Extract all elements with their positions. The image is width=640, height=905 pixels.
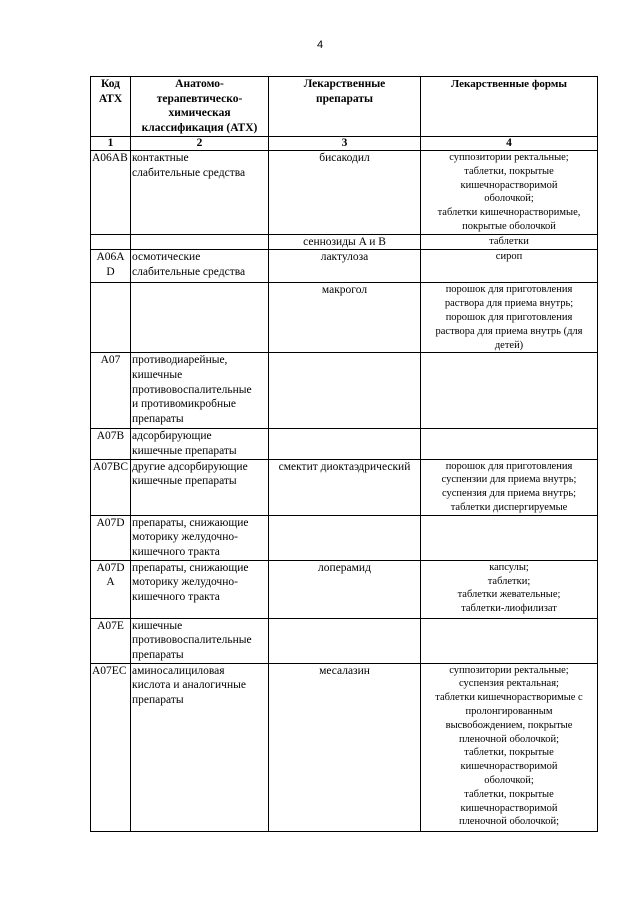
- dosage-forms: суппозитории ректальные; суспензия ректальная; таблетки кишечнорастворимые с пролонгированным высвобождением, покрытые пленочной оболочкой; таблетки, покрытые кишечнорастворимой оболочкой; таблетки, покрытые кишечнорастворимой пленочной оболочкой;: [421, 663, 598, 831]
- table-row: [91, 283, 598, 353]
- column-number: 4: [421, 137, 598, 151]
- atx-name: осмотические слабительные средства: [131, 250, 269, 283]
- table-header-row: [91, 77, 598, 137]
- atx-classification-table: [90, 76, 598, 832]
- atx-name: кишечные противовоспалительные препараты: [131, 618, 269, 663]
- atx-code: [91, 283, 131, 353]
- dosage-forms: [421, 353, 598, 429]
- page-number: 4: [316, 39, 324, 51]
- drug-name: месалазин: [269, 663, 421, 831]
- table-row: [91, 515, 598, 560]
- drug-name: бисакодил: [269, 151, 421, 235]
- dosage-forms: таблетки: [421, 234, 598, 250]
- dosage-forms: [421, 515, 598, 560]
- dosage-forms: суппозитории ректальные; таблетки, покрытые кишечнорастворимой оболочкой; таблетки кишечнорастворимые, покрытые оболочкой: [421, 151, 598, 235]
- atx-code: [91, 234, 131, 250]
- column-number: 3: [269, 137, 421, 151]
- atx-code: A07EC: [91, 663, 131, 831]
- atx-name: [131, 234, 269, 250]
- column-number: 2: [131, 137, 269, 151]
- atx-name: [131, 283, 269, 353]
- dosage-forms: порошок для приготовления суспензии для приема внутрь; суспензия для приема внутрь; таблетки диспергируемые: [421, 459, 598, 515]
- table-row: [91, 234, 598, 250]
- atx-name: адсорбирующие кишечные препараты: [131, 429, 269, 459]
- column-number: 1: [91, 137, 131, 151]
- table-row: [91, 560, 598, 618]
- table-row: [91, 459, 598, 515]
- table-row: [91, 429, 598, 459]
- drug-name: [269, 515, 421, 560]
- dosage-forms: сироп: [421, 250, 598, 283]
- dosage-forms: [421, 429, 598, 459]
- atx-code: A07B: [91, 429, 131, 459]
- header-dosage-forms: Лекарственные формы: [421, 77, 598, 137]
- header-atx-code: Код АТХ: [91, 77, 131, 137]
- atx-name: аминосалициловая кислота и аналогичные препараты: [131, 663, 269, 831]
- header-atx-classification: Анатомо- терапевтическо- химическая классификация (АТХ): [131, 77, 269, 137]
- atx-name: препараты, снижающие моторику желудочно- кишечного тракта: [131, 515, 269, 560]
- atx-name: контактные слабительные средства: [131, 151, 269, 235]
- drug-name: [269, 618, 421, 663]
- table-row: [91, 663, 598, 831]
- drug-name: макрогол: [269, 283, 421, 353]
- atx-name: противодиарейные, кишечные противовоспалительные и противомикробные препараты: [131, 353, 269, 429]
- drug-name: лактулоза: [269, 250, 421, 283]
- drug-name: [269, 353, 421, 429]
- atx-code: A07BC: [91, 459, 131, 515]
- atx-code: A06A D: [91, 250, 131, 283]
- drug-name: смектит диоктаэдрический: [269, 459, 421, 515]
- atx-code: A07: [91, 353, 131, 429]
- drug-name: сеннозиды A и B: [269, 234, 421, 250]
- atx-name: другие адсорбирующие кишечные препараты: [131, 459, 269, 515]
- dosage-forms: [421, 618, 598, 663]
- drug-name: лоперамид: [269, 560, 421, 618]
- drug-name: [269, 429, 421, 459]
- dosage-forms: порошок для приготовления раствора для приема внутрь; порошок для приготовления раствора для приема внутрь (для детей): [421, 283, 598, 353]
- atx-code: A07D A: [91, 560, 131, 618]
- table-row: [91, 353, 598, 429]
- atx-code: A07E: [91, 618, 131, 663]
- column-number-row: [91, 137, 598, 151]
- atx-code: A07D: [91, 515, 131, 560]
- table-row: [91, 618, 598, 663]
- dosage-forms: капсулы; таблетки; таблетки жевательные; таблетки-лиофилизат: [421, 560, 598, 618]
- atx-code: A06AB: [91, 151, 131, 235]
- table-row: [91, 250, 598, 283]
- table-row: [91, 151, 598, 235]
- header-drugs: Лекарственные препараты: [269, 77, 421, 137]
- atx-name: препараты, снижающие моторику желудочно- кишечного тракта: [131, 560, 269, 618]
